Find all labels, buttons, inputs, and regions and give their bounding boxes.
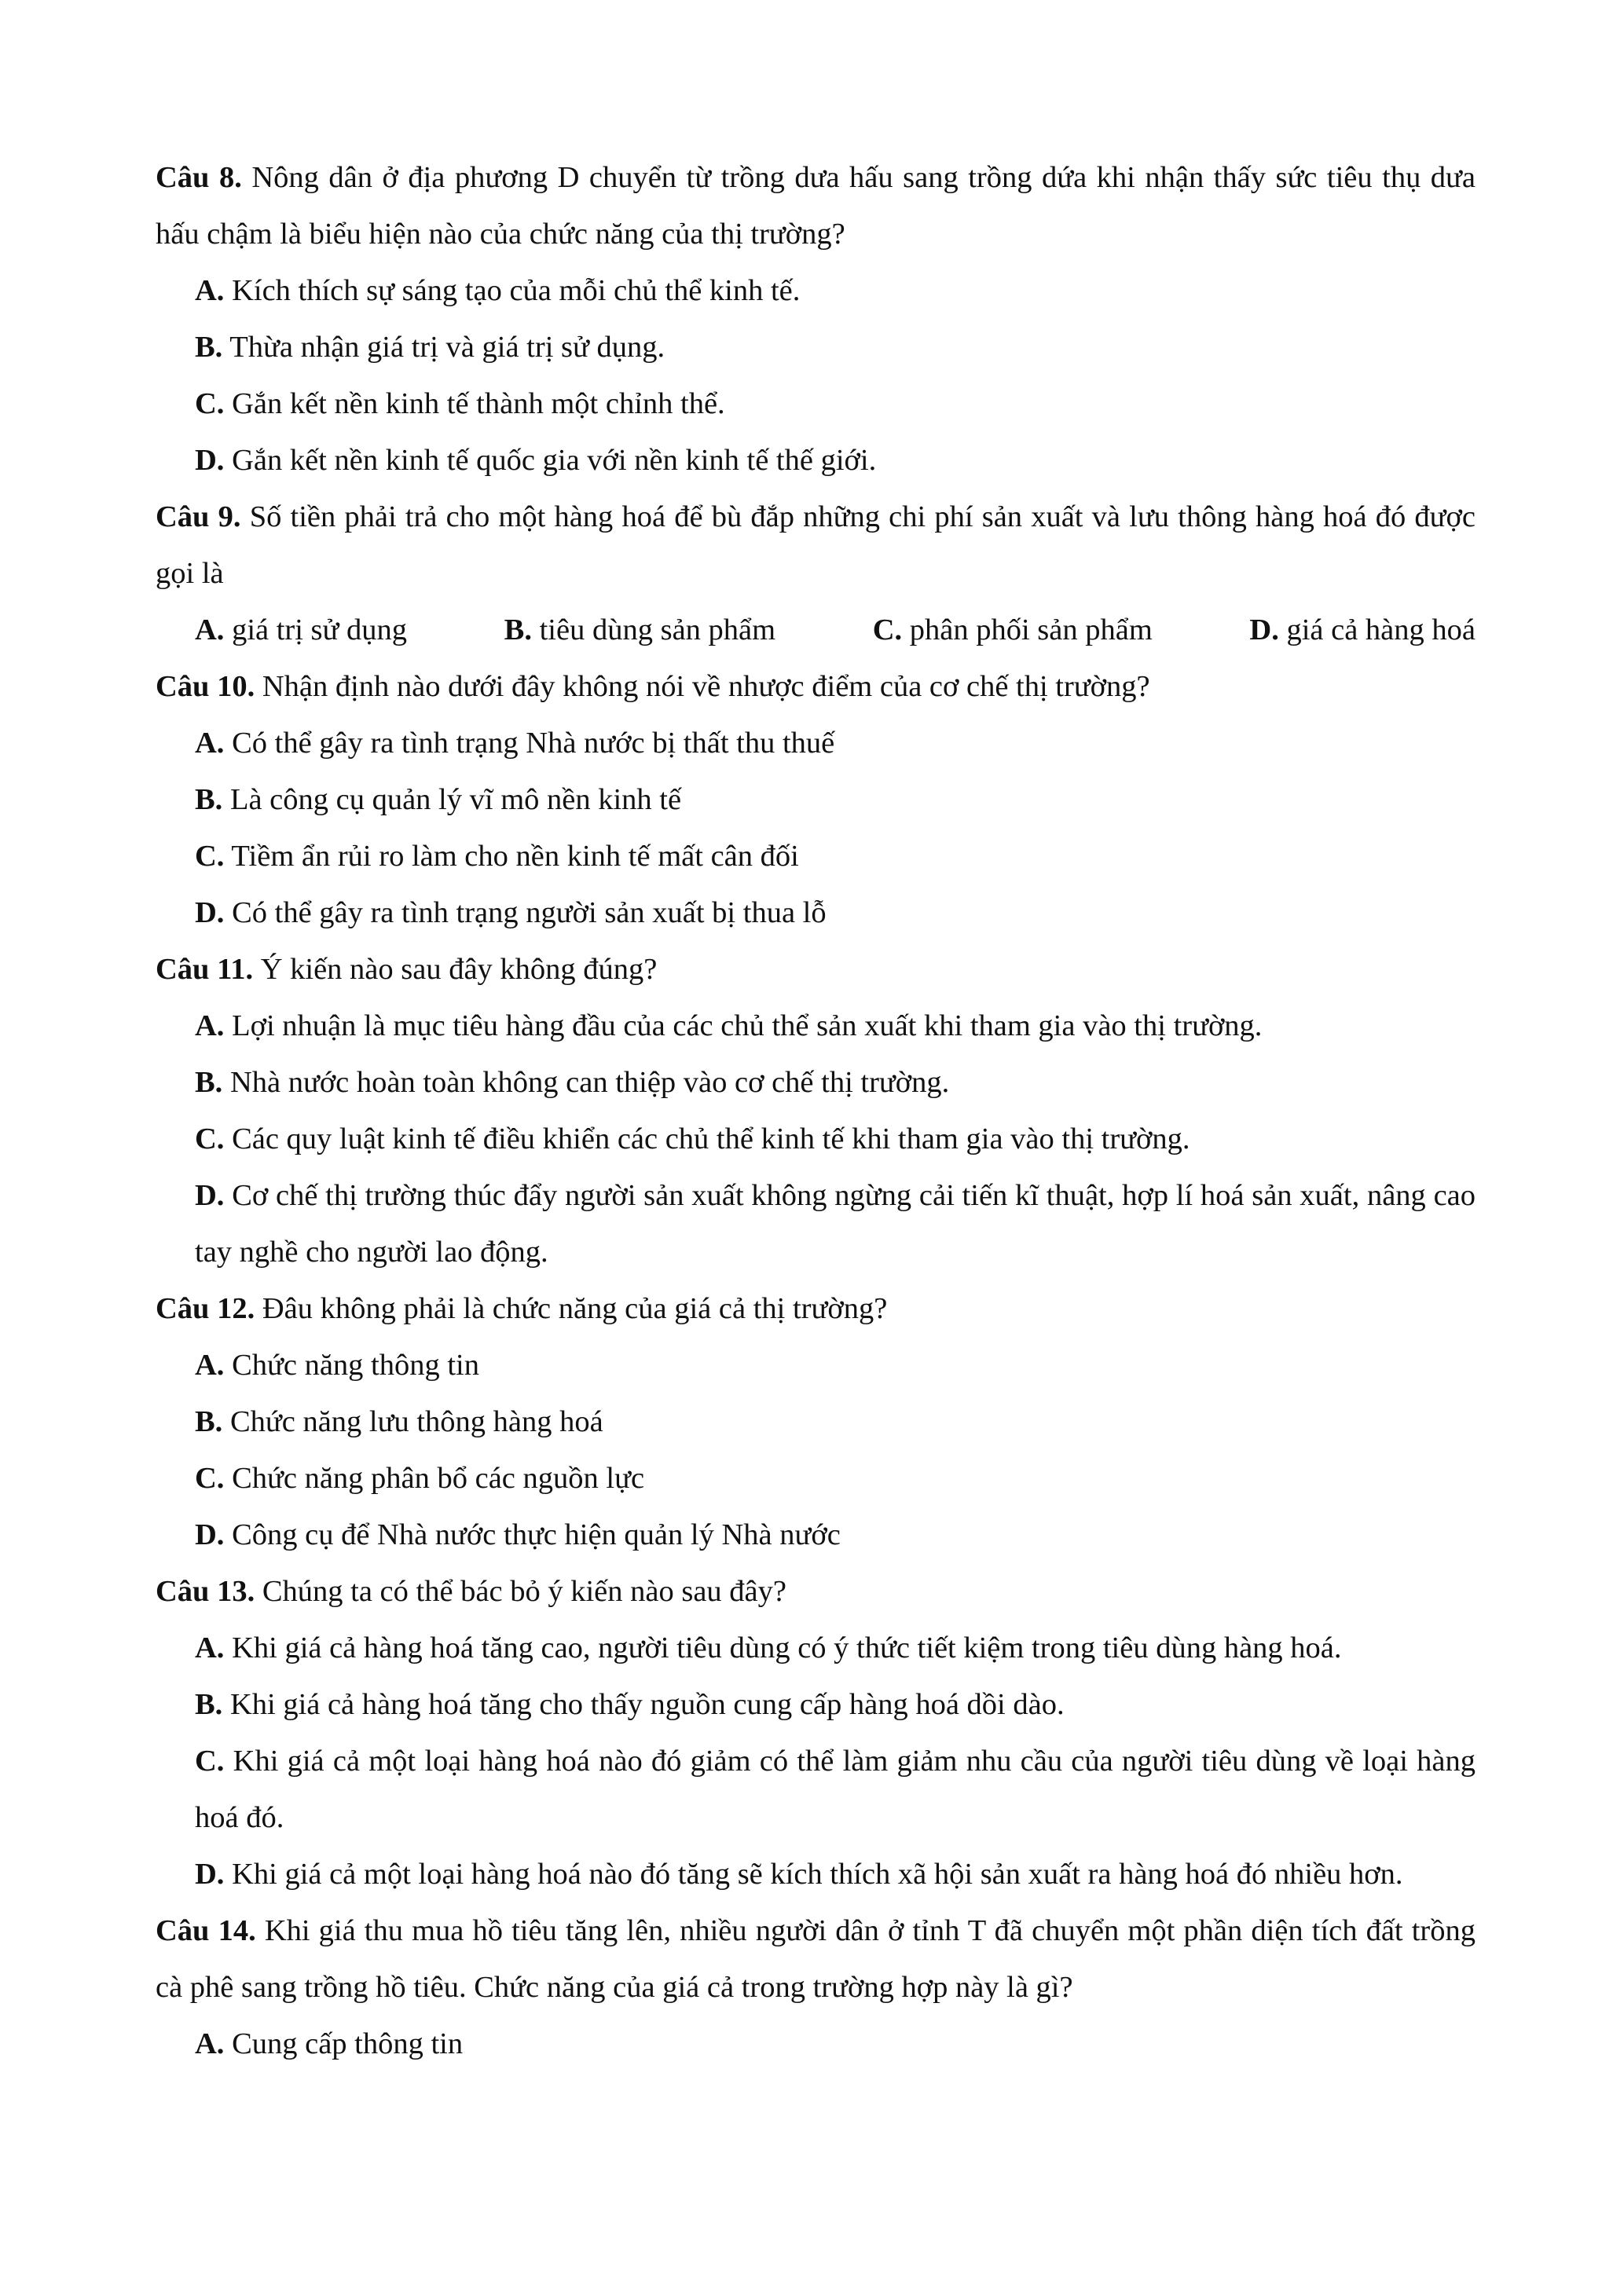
- option-8c: [156, 375, 1476, 432]
- option-text: Khi giá cả hàng hoá tăng cho thấy nguồn cung cấp hàng hoá dồi dào.: [229, 1688, 1065, 1721]
- option-text: Lợi nhuận là mục tiêu hàng đầu của các chủ thể sản xuất khi tham gia vào thị trường.: [232, 1009, 1263, 1042]
- option-label: D.: [1249, 613, 1279, 646]
- option-label: C.: [872, 613, 903, 646]
- option-label: A.: [195, 1009, 225, 1042]
- option-text: Khi giá cả một loại hàng hoá nào đó giảm có thể làm giảm nhu cầu của người tiêu dùng về loại hàng hoá đó.: [195, 1745, 1476, 1834]
- question-number: Câu 11.: [156, 953, 254, 986]
- option-13a: [156, 1620, 1476, 1676]
- option-text: Công cụ để Nhà nước thực hiện quản lý Nhà nước: [232, 1518, 841, 1551]
- question-number: Câu 13.: [156, 1575, 255, 1608]
- option-label: D.: [195, 1179, 225, 1212]
- question-14: [156, 1902, 1476, 2016]
- option-label: C.: [195, 840, 225, 873]
- question-11: [156, 941, 1476, 998]
- question-text: Nông dân ở địa phương D chuyển từ trồng dưa hấu sang trồng dứa khi nhận thấy sức tiêu thụ dưa hấu chậm là biểu hiện nào của chức năng của thị trường?: [156, 161, 1476, 251]
- option-9c: [873, 602, 1153, 658]
- option-label: A.: [195, 613, 225, 646]
- option-10d: [156, 884, 1476, 941]
- option-text: phân phối sản phẩm: [909, 613, 1153, 646]
- option-9a: [195, 602, 407, 658]
- option-text: Khi giá cả hàng hoá tăng cao, người tiêu dùng có ý thức tiết kiệm trong tiêu dùng hàng hoá.: [232, 1631, 1342, 1664]
- option-8a: [156, 262, 1476, 319]
- option-label: C.: [195, 1745, 225, 1778]
- question-9: [156, 489, 1476, 602]
- option-12c: [156, 1450, 1476, 1507]
- option-label: A.: [195, 1631, 225, 1664]
- option-10c: [156, 828, 1476, 884]
- option-12b: [156, 1393, 1476, 1450]
- document-page: [156, 149, 1476, 2072]
- option-text: Kích thích sự sáng tạo của mỗi chủ thể kinh tế.: [232, 274, 801, 307]
- option-8d: [156, 432, 1476, 489]
- option-13d: [156, 1846, 1476, 1902]
- question-number: Câu 9.: [156, 500, 241, 533]
- option-text: giá cả hàng hoá: [1286, 613, 1476, 646]
- option-text: Là công cụ quản lý vĩ mô nền kinh tế: [229, 783, 682, 816]
- option-9b: [504, 602, 775, 658]
- option-label: D.: [195, 1858, 225, 1891]
- option-text: Khi giá cả một loại hàng hoá nào đó tăng sẽ kích thích xã hội sản xuất ra hàng hoá đó nhiều hơn.: [232, 1858, 1403, 1891]
- options-row-9: [156, 602, 1476, 658]
- option-label: B.: [195, 1066, 223, 1099]
- option-text: Gắn kết nền kinh tế quốc gia với nền kinh tế thế giới.: [232, 444, 877, 477]
- question-text: Khi giá thu mua hồ tiêu tăng lên, nhiều người dân ở tỉnh T đã chuyển một phần diện tích đất trồng cà phê sang trồng hồ tiêu. Chức năng của giá cả trong trường hợp này là gì?: [156, 1914, 1476, 2004]
- question-number: Câu 12.: [156, 1292, 255, 1325]
- option-13b: [156, 1676, 1476, 1733]
- option-10b: [156, 771, 1476, 828]
- option-label: B.: [195, 783, 223, 816]
- option-9d: [1249, 602, 1476, 658]
- option-text: Nhà nước hoàn toàn không can thiệp vào cơ chế thị trường.: [229, 1066, 950, 1099]
- option-8b: [156, 319, 1476, 375]
- option-11b: [156, 1054, 1476, 1111]
- question-text: Chúng ta có thể bác bỏ ý kiến nào sau đây?: [262, 1575, 786, 1608]
- option-label: C.: [195, 1122, 225, 1155]
- option-label: B.: [195, 1688, 223, 1721]
- option-text: Chức năng lưu thông hàng hoá: [229, 1405, 603, 1438]
- question-number: Câu 8.: [156, 161, 242, 194]
- option-text: giá trị sử dụng: [232, 613, 408, 646]
- option-text: Cung cấp thông tin: [232, 2027, 464, 2060]
- option-11a: [156, 998, 1476, 1054]
- option-label: B.: [195, 331, 223, 364]
- option-text: Thừa nhận giá trị và giá trị sử dụng.: [229, 331, 665, 364]
- option-text: Chức năng phân bổ các nguồn lực: [232, 1462, 645, 1495]
- option-text: Gắn kết nền kinh tế thành một chỉnh thể.: [232, 387, 725, 420]
- option-13c: [156, 1733, 1476, 1846]
- option-text: Có thể gây ra tình trạng người sản xuất bị thua lỗ: [232, 896, 827, 929]
- option-12d: [156, 1507, 1476, 1563]
- option-label: B.: [195, 1405, 223, 1438]
- option-label: A.: [195, 274, 225, 307]
- question-13: [156, 1563, 1476, 1620]
- option-text: Tiềm ẩn rủi ro làm cho nền kinh tế mất cân đối: [231, 840, 799, 873]
- question-number: Câu 10.: [156, 670, 255, 703]
- question-12: [156, 1280, 1476, 1337]
- question-8: [156, 149, 1476, 262]
- option-text: Cơ chế thị trường thúc đẩy người sản xuất không ngừng cải tiến kĩ thuật, hợp lí hoá sản xuất, nâng cao tay nghề cho người lao động.: [195, 1179, 1476, 1269]
- option-10a: [156, 715, 1476, 771]
- option-label: C.: [195, 1462, 225, 1495]
- option-label: D.: [195, 1518, 225, 1551]
- question-number: Câu 14.: [156, 1914, 256, 1947]
- option-label: D.: [195, 896, 225, 929]
- option-12a: [156, 1337, 1476, 1393]
- question-text: Ý kiến nào sau đây không đúng?: [260, 953, 658, 986]
- option-14a: [156, 2016, 1476, 2072]
- question-text: Số tiền phải trả cho một hàng hoá để bù đắp những chi phí sản xuất và lưu thông hàng hoá đó được gọi là: [156, 500, 1476, 590]
- option-label: A.: [195, 2027, 225, 2060]
- option-text: Các quy luật kinh tế điều khiển các chủ thể kinh tế khi tham gia vào thị trường.: [232, 1122, 1190, 1155]
- question-text: Đâu không phải là chức năng của giá cả thị trường?: [262, 1292, 888, 1325]
- question-10: [156, 658, 1476, 715]
- option-label: A.: [195, 1349, 225, 1382]
- option-text: Chức năng thông tin: [232, 1349, 479, 1382]
- option-11c: [156, 1111, 1476, 1167]
- option-label: D.: [195, 444, 225, 477]
- option-text: tiêu dùng sản phẩm: [539, 613, 776, 646]
- option-label: C.: [195, 387, 225, 420]
- option-11d: [156, 1167, 1476, 1280]
- option-text: Có thể gây ra tình trạng Nhà nước bị thất thu thuế: [232, 727, 835, 760]
- option-label: B.: [504, 613, 532, 646]
- option-label: A.: [195, 727, 225, 760]
- question-text: Nhận định nào dưới đây không nói về nhược điểm của cơ chế thị trường?: [262, 670, 1150, 703]
